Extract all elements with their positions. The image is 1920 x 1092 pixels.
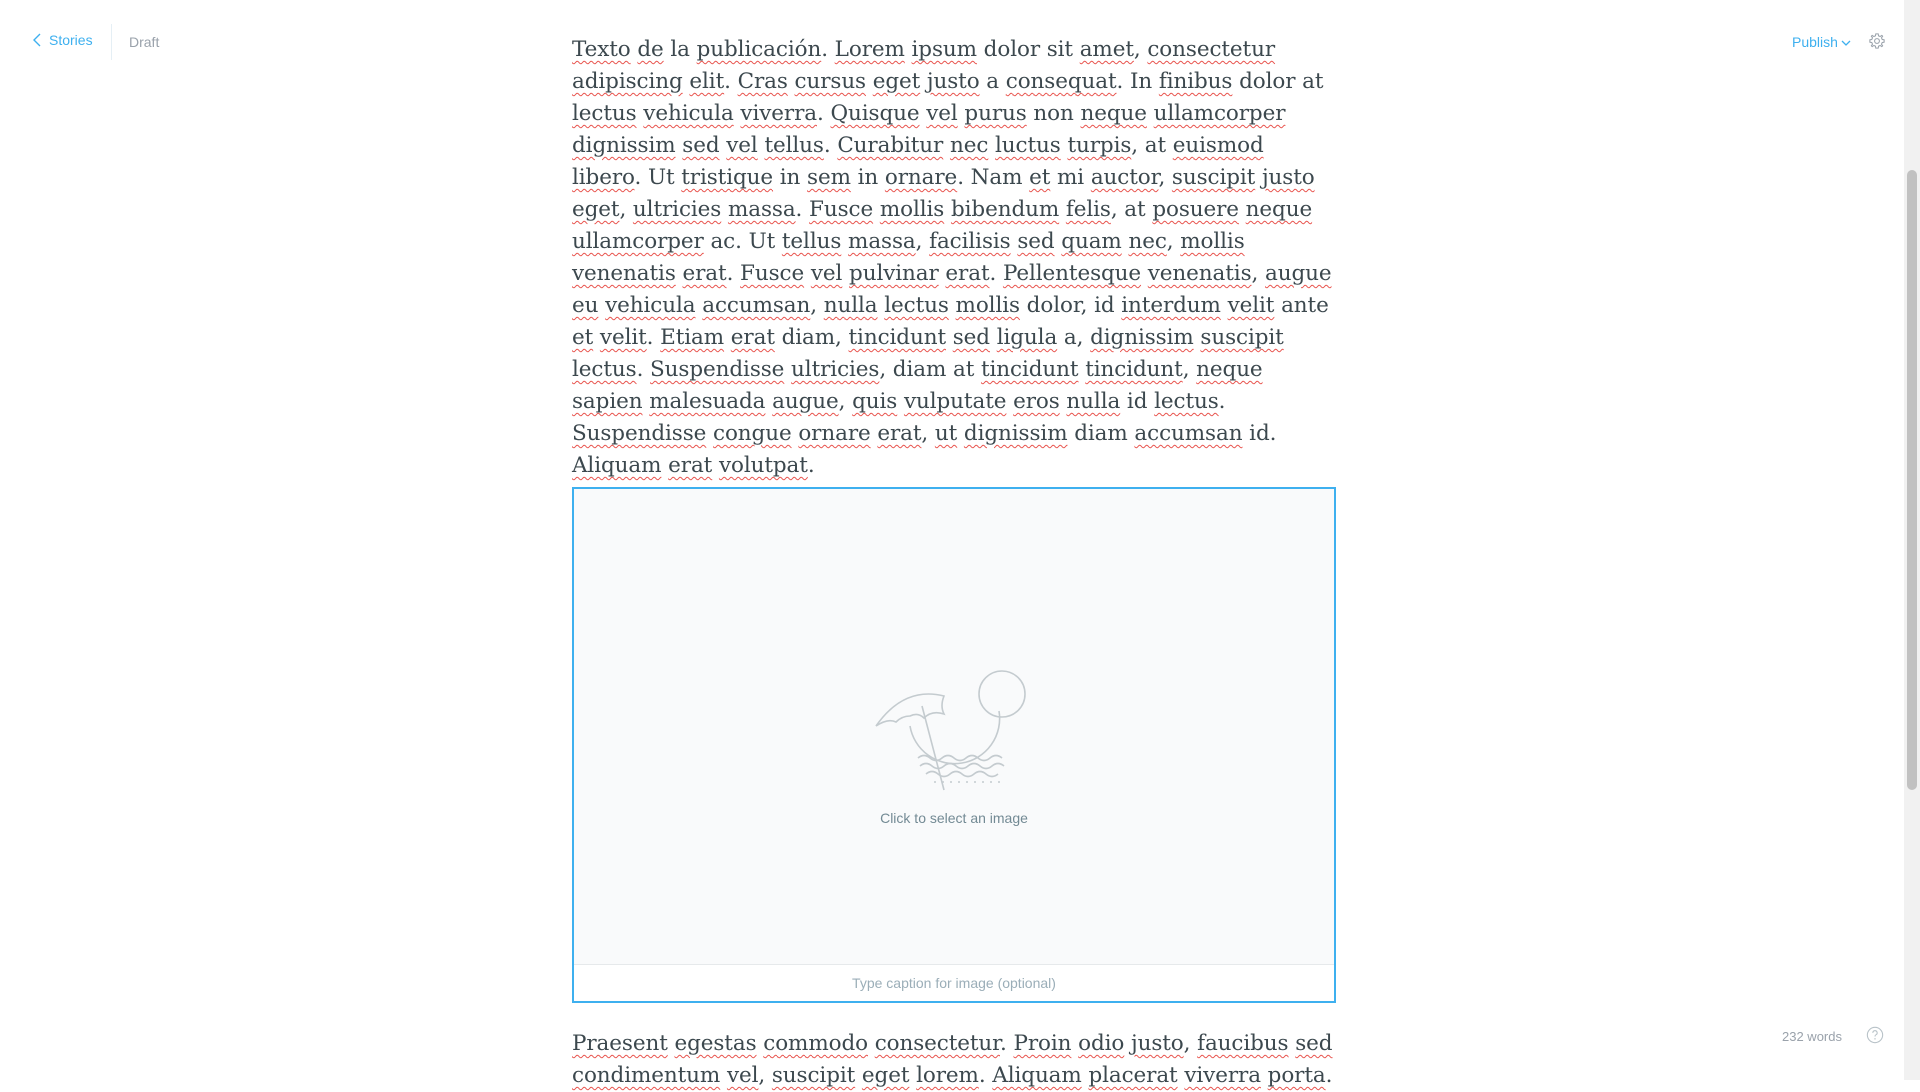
- editor-content-continued[interactable]: [572, 1028, 1336, 1092]
- image-caption-input[interactable]: [652, 974, 1256, 992]
- image-card[interactable]: [572, 487, 1336, 1003]
- editor-header: [0, 0, 1920, 84]
- chevron-down-icon: [1841, 39, 1851, 47]
- select-image-prompt: Click to select an image: [880, 810, 1028, 826]
- publish-menu-button[interactable]: [1792, 34, 1851, 50]
- editor-content[interactable]: [572, 34, 1336, 482]
- post-paragraph[interactable]: Praesent egestas commodo consectetur. Proin odio justo, faucibus sed condimentum vel, suscipit eget lorem. Aliquam placerat viverra porta.: [572, 1031, 1333, 1088]
- back-to-stories-link[interactable]: [32, 32, 93, 48]
- back-link-label: Stories: [49, 32, 93, 48]
- scrollbar-thumb[interactable]: [1907, 170, 1917, 790]
- beach-image-placeholder-icon: [874, 666, 1034, 796]
- post-paragraph[interactable]: Texto de la publicación. Lorem ipsum dolor sit amet, consectetur adipiscing elit. Cras cursus eget justo a consequat. In finibus dolor at lectus vehicula viverra. Quisque vel purus non neque ullamcorper dignissim sed vel tellus. Curabitur nec luctus turpis, at euismod libero. Ut tristique in sem in ornare. Nam et mi auctor, suscipit justo eget, ultricies massa. Fusce mollis bibendum felis, at posuere neque ullamcorper ac. Ut tellus massa, facilisis sed quam nec, mollis venenatis erat. Fusce vel pulvinar erat. Pellentesque venenatis, augue eu vehicula accumsan, nulla lectus mollis dolor, id interdum velit ante et velit. Etiam erat diam, tincidunt sed ligula a, dignissim suscipit lectus. Suspendisse ultricies, diam at tincidunt tincidunt, neque sapien malesuada augue, quis vulputate eros nulla id lectus. Suspendisse congue ornare erat, ut dignissim diam accumsan id. Aliquam erat volutpat.: [572, 37, 1332, 478]
- help-question-icon[interactable]: [1866, 1026, 1884, 1044]
- image-upload-area[interactable]: [574, 489, 1334, 963]
- word-count: 232 words: [1782, 1029, 1842, 1044]
- header-divider: [111, 24, 112, 60]
- settings-gear-icon[interactable]: [1868, 32, 1886, 50]
- chevron-left-icon: [32, 33, 43, 47]
- caption-bar: [574, 964, 1334, 1001]
- publish-label: Publish: [1792, 34, 1838, 50]
- post-status: Draft: [129, 34, 160, 50]
